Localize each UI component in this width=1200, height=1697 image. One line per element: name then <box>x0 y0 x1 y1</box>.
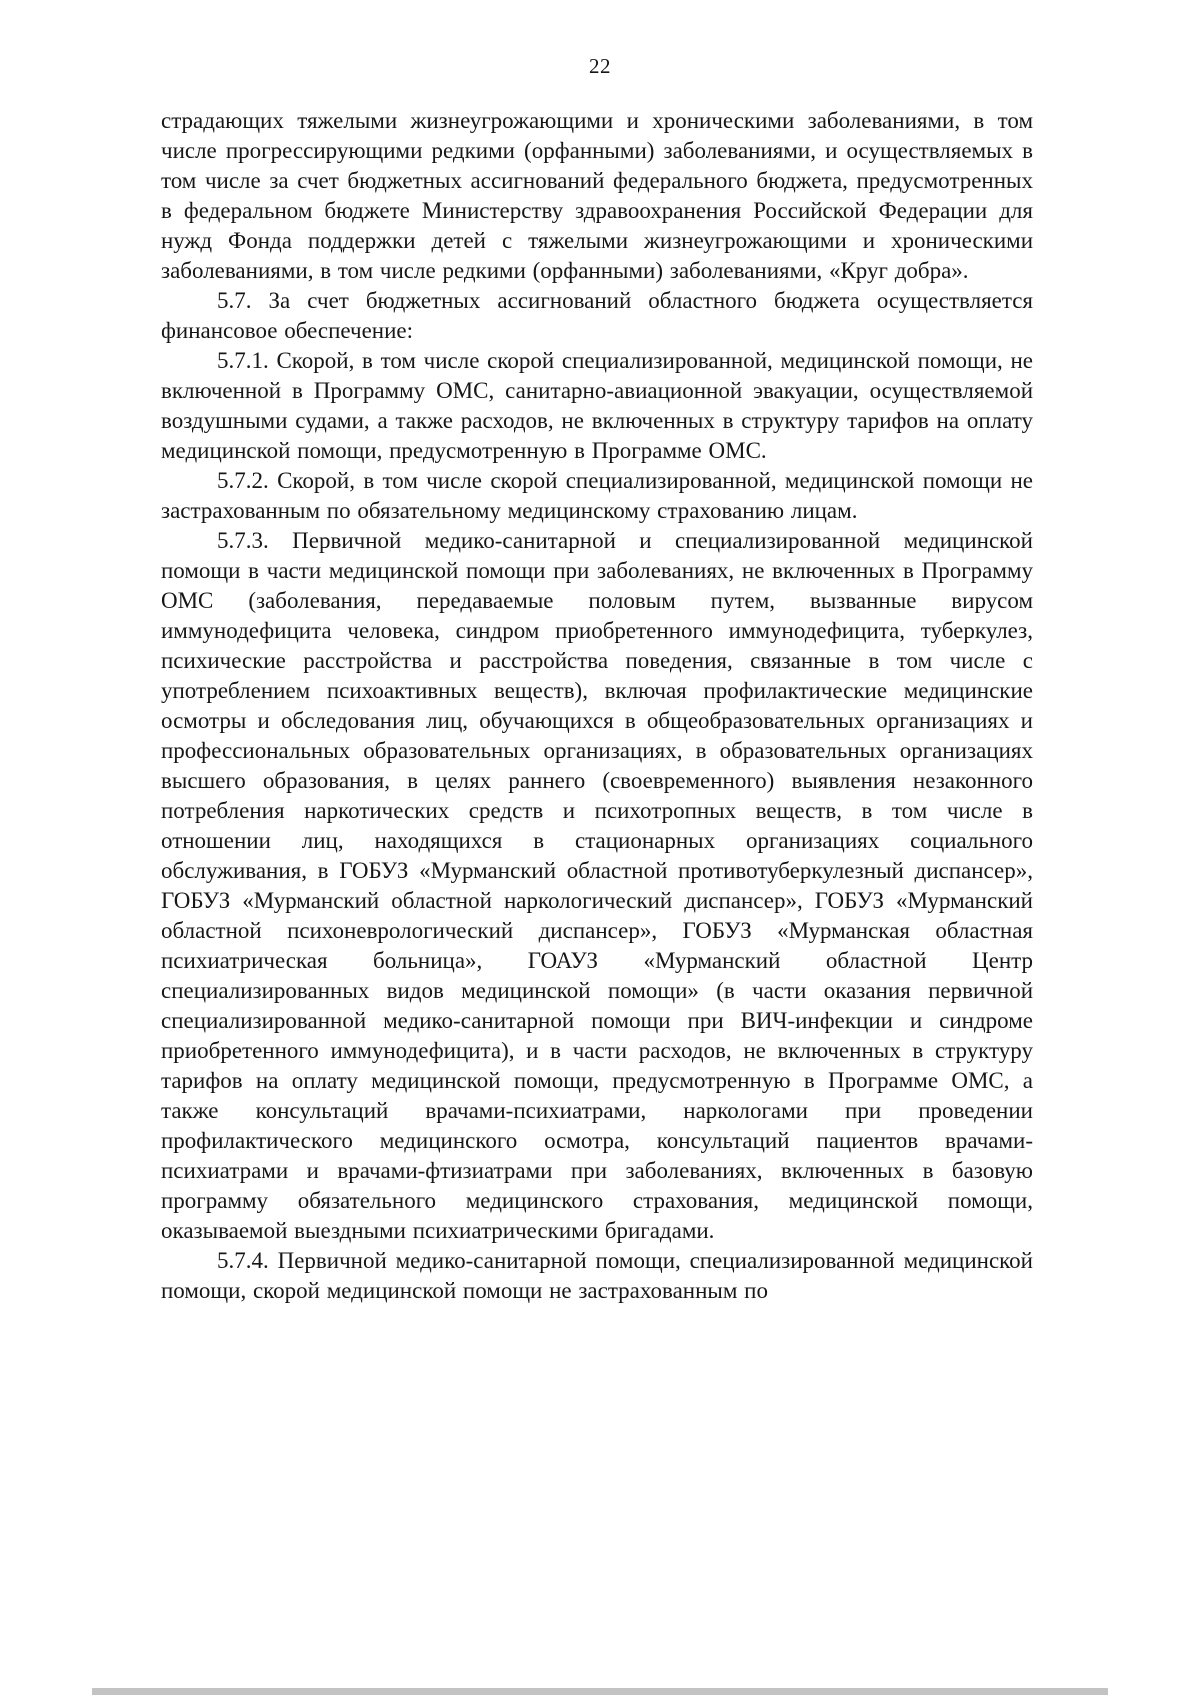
paragraph-5-7-4: 5.7.4. Первичной медико-санитарной помощи, специализированной медицинской помощи, скорой медицинской помощи не застрахованным по <box>161 1248 1033 1303</box>
paragraph-5-7-1: 5.7.1. Скорой, в том числе скорой специализированной, медицинской помощи, не включенной в Программу ОМС, санитарно-авиационной эвакуации, осуществляемой воздушными судами, а также расходов, не включенных в структуру тарифов на оплату медицинской помощи, предусмотренную в Программе ОМС. <box>161 348 1033 463</box>
scan-edge-artifact <box>92 1688 1108 1695</box>
paragraph-5-7-2: 5.7.2. Скорой, в том числе скорой специализированной, медицинской помощи не застрахованным по обязательному медицинскому страхованию лицам. <box>161 468 1033 523</box>
document-body <box>161 106 1033 1306</box>
paragraph-continuation: страдающих тяжелыми жизнеугрожающими и хроническими заболеваниями, в том числе прогрессирующими редкими (орфанными) заболеваниями, и осуществляемых в том числе за счет бюджетных ассигнований федерального бюджета, предусмотренных в федеральном бюджете Министерству здравоохранения Российской Федерации для нужд Фонда поддержки детей с тяжелыми жизнеугрожающими и хроническими заболеваниями, в том числе редкими (орфанными) заболеваниями, «Круг добра». <box>161 108 1033 283</box>
page-number: 22 <box>589 54 611 78</box>
paragraph-5-7-3: 5.7.3. Первичной медико-санитарной и специализированной медицинской помощи в части медицинской помощи при заболеваниях, не включенных в Программу ОМС (заболевания, передаваемые половым путем, вызванные вирусом иммунодефицита человека, синдром приобретенного иммунодефицита, туберкулез, психические расстройства и расстройства поведения, связанные в том числе с употреблением психоактивных веществ), включая профилактические медицинские осмотры и обследования лиц, обучающихся в общеобразовательных организациях и профессиональных образовательных организациях, в образовательных организациях высшего образования, в целях раннего (своевременного) выявления незаконного потребления наркотических средств и психотропных веществ, в том числе в отношении лиц, находящихся в стационарных организациях социального обслуживания, в ГОБУЗ «Мурманский областной противотуберкулезный диспансер», ГОБУЗ «Мурманский областной наркологический диспансер», ГОБУЗ «Мурманский областной психоневрологический диспансер», ГОБУЗ «Мурманская областная психиатрическая больница», ГОАУЗ «Мурманский областной Центр специализированных видов медицинской помощи» (в части оказания первичной специализированной медико-санитарной помощи при ВИЧ-инфекции и синдроме приобретенного иммунодефицита), и в части расходов, не включенных в структуру тарифов на оплату медицинской помощи, предусмотренную в Программе ОМС, а также консультаций врачами-психиатрами, наркологами при проведении профилактического медицинского осмотра, консультаций пациентов врачами-психиатрами и врачами-фтизиатрами при заболеваниях, включенных в базовую программу обязательного медицинского страхования, медицинской помощи, оказываемой выездными психиатрическими бригадами. <box>161 528 1033 1243</box>
paragraph-5-7: 5.7. За счет бюджетных ассигнований областного бюджета осуществляется финансовое обеспечение: <box>161 288 1033 343</box>
